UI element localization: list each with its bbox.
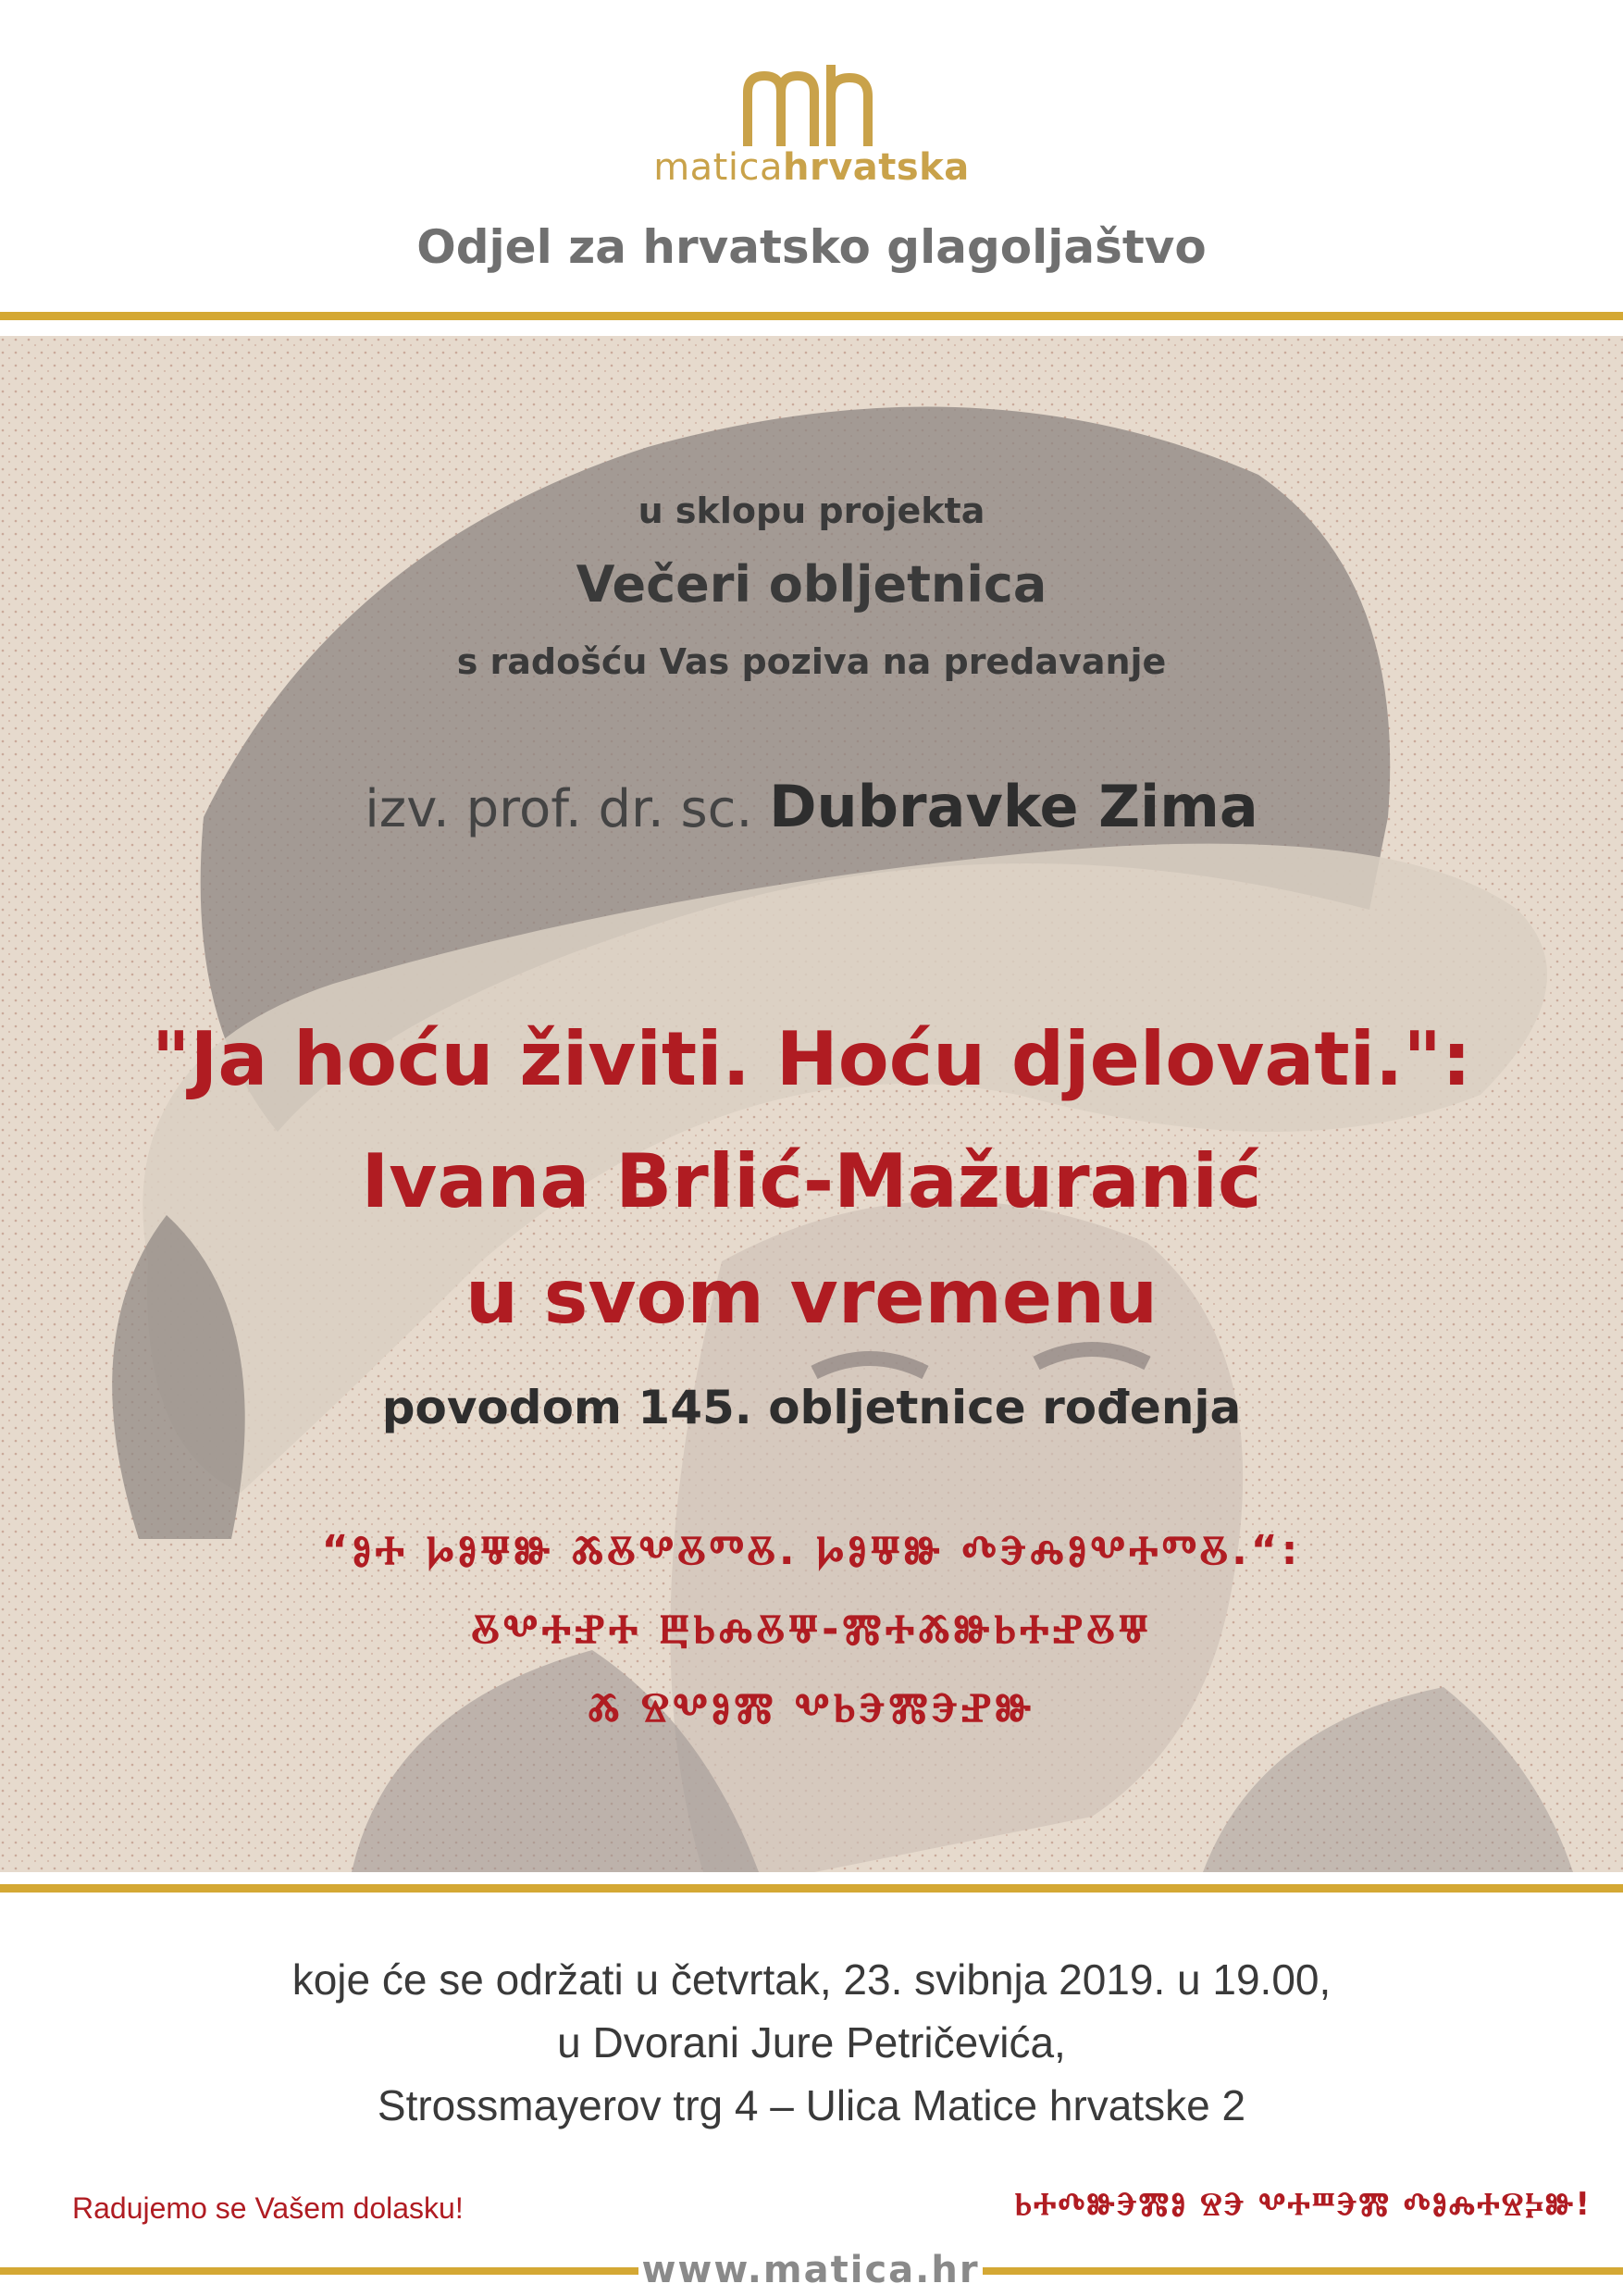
logo-wordmark [0, 146, 1623, 189]
glagolitic-title-line-2: ⰋⰂⰀⰐⰀ ⰁⰓⰎⰋⰛ-ⰏⰀⰆⰖⰓⰀⰐⰋⰛ [471, 1606, 1152, 1653]
speaker [0, 773, 1623, 840]
intro-line: u sklopu projekta [638, 490, 985, 531]
top-gold-divider [0, 312, 1623, 320]
glagolitic-title-line-1: “ⰑⰀ ⰘⰑⰛⰖ ⰆⰋⰂⰋⰕⰋ. ⰘⰑⰛⰖ ⰄⰅⰎⰑⰂⰀⰕⰋ.“: [321, 1527, 1302, 1574]
event-venue: u Dvorani Jure Petričevića, [557, 2018, 1066, 2066]
lecture-title-line-3: u svom vremenu [465, 1254, 1158, 1340]
lecture-title-line-2: Ivana Brlić-Mažuranić [361, 1138, 1262, 1224]
logo-wordmark-light: matica [653, 146, 783, 189]
logo-wordmark-bold: hrvatska [782, 146, 970, 189]
event-datetime: koje će se održati u četvrtak, 23. svibnja 2019. u 19.00, [291, 1955, 1332, 2004]
footer-gold-line-left [0, 2267, 638, 2275]
footer-gold-line-right [983, 2267, 1623, 2275]
project-name: Večeri obljetnica [576, 555, 1047, 614]
website-link[interactable]: www.matica.hr [641, 2249, 980, 2291]
occasion-line: povodom 145. obljetnice rođenja [381, 1381, 1242, 1434]
invitation-line: s radošću Vas poziva na predavanje [456, 641, 1167, 682]
event-address: Strossmayerov trg 4 – Ulica Matice hrvatske 2 [377, 2081, 1246, 2129]
welcome-message: Radujemo se Vašem dolasku! [72, 2191, 464, 2225]
department-name: Odjel za hrvatsko glagoljaštvo [416, 220, 1207, 274]
welcome-message-glagolitic: ⰓⰀⰄⰖⰅⰏⰑ ⰔⰅ ⰂⰀⰞⰅⰏ ⰄⰑⰎⰀⰔⰍⰖ! [1014, 2186, 1592, 2223]
matica-hrvatska-logo-mark [740, 65, 883, 148]
speaker-title: izv. prof. dr. sc. [365, 779, 753, 839]
bottom-gold-divider [0, 1884, 1623, 1893]
lecture-title-line-1: "Ja hoću živiti. Hoću djelovati.": [151, 1016, 1472, 1102]
speaker-name: Dubravke Zima [769, 773, 1258, 840]
glagolitic-title-line-3: Ⰶ ⰔⰂⰑⰏ ⰂⰓⰅⰏⰅⰐⰖ [588, 1684, 1035, 1731]
